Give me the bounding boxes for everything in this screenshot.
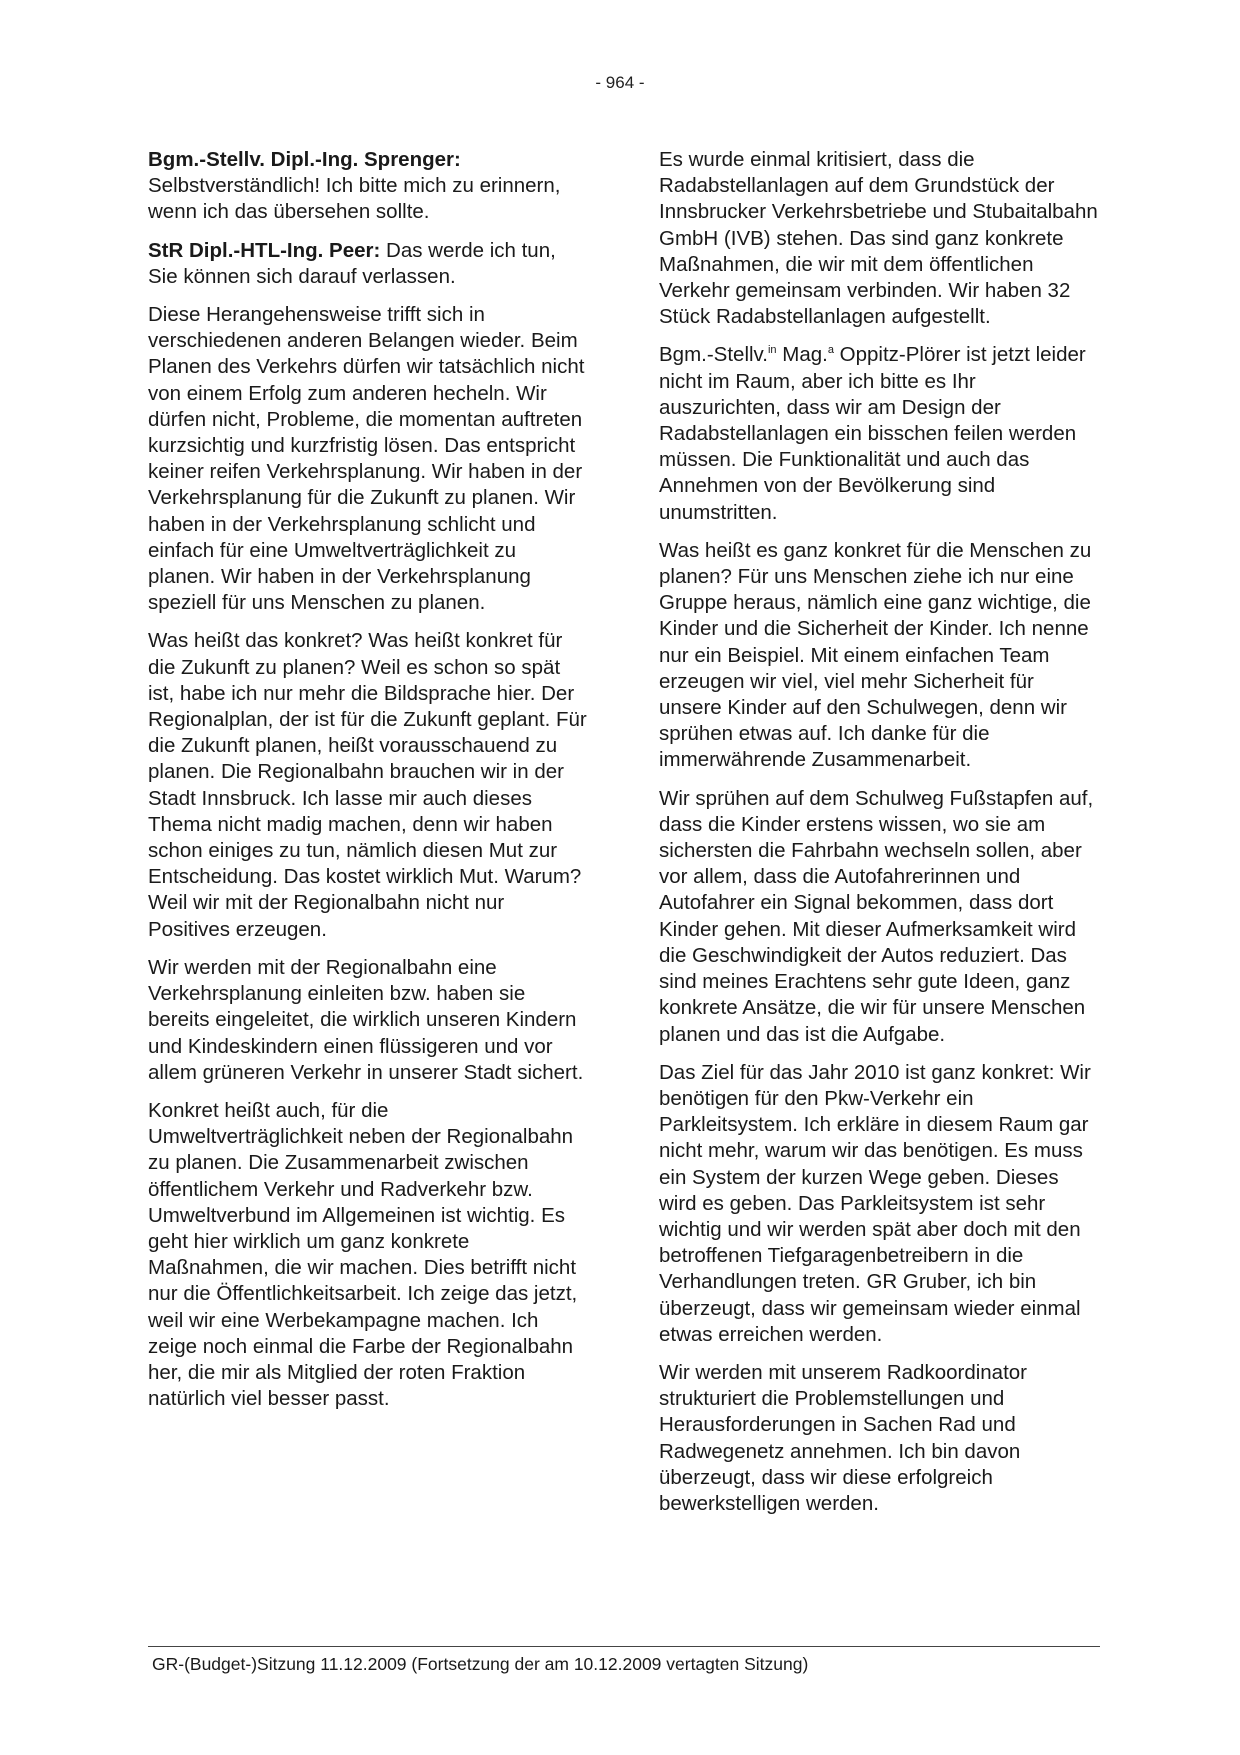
paragraph: Wir sprühen auf dem Schulweg Fußstapfen auf, dass die Kinder erstens wissen, wo sie am sichersten die Fahrbahn wechseln sollen, aber vor allem, dass die Autofahrerinnen und Autofahrer ein Signal bekommen, dass dort Kinder gehen. Mit dieser Aufmerksamkeit wird die Geschwindigkeit der Autos reduziert. Das sind meines Erachtens sehr gute Ideen, ganz konkrete Ansätze, die wir für unsere Menschen planen und das ist die Aufgabe. — [659, 786, 1094, 1046]
paragraph: Konkret heißt auch, für die Umweltverträglichkeit neben der Regionalbahn zu planen. Die Zusammenarbeit zwischen öffentlichem Verkehr und Radverkehr bzw. Umweltverbund im Allgemeinen ist wichtig. Es geht hier wirklich um ganz konkrete Maßnahmen, die wir machen. Dies betrifft nicht nur die Öffentlichkeitsarbeit. Ich zeige das jetzt, weil wir eine Werbekampagne machen. Ich zeige noch einmal die Farbe der Regionalbahn her, die mir als Mitglied der roten Fraktion natürlich viel besser passt. — [148, 1098, 578, 1411]
right-column — [659, 147, 1099, 1529]
superscript: in — [767, 344, 777, 357]
left-column — [148, 147, 588, 1424]
superscript: a — [827, 344, 834, 357]
speaker-name: Bgm.-Stellv. Dipl.-Ing. Sprenger: — [148, 148, 461, 171]
paragraph: Wir werden mit unserem Radkoordinator strukturiert die Problemstellungen und Herausforderungen in Sachen Rad und Radwegenetz annehmen. Ich bin davon überzeugt, dass wir diese erfolgreich bewerkstelligen werden. — [659, 1360, 1027, 1515]
paragraph — [659, 342, 1099, 525]
page-footer: GR-(Budget-)Sitzung 11.12.2009 (Fortsetzung der am 10.12.2009 vertagten Sitzung) — [152, 1654, 809, 1674]
paragraph — [148, 147, 588, 226]
speaker-name: StR Dipl.-HTL-Ing. Peer: — [148, 238, 381, 262]
page-number: - 964 - — [595, 73, 645, 92]
speaker-title: Mag. — [776, 343, 828, 367]
paragraph — [148, 238, 588, 290]
paragraph-text: Oppitz-Plörer ist jetzt leider nicht im Raum, aber ich bitte es Ihr auszurichten, dass wir am Design der Radabstellanlagen ein bisschen feilen werden müssen. Die Funktionalität und auch das Annehmen von der Bevölkerung sind unumstritten. — [659, 343, 1086, 524]
speaker-title: Bgm.-Stellv. — [659, 343, 768, 367]
paragraph: Was heißt das konkret? Was heißt konkret für die Zukunft zu planen? Weil es schon so spät ist, habe ich nur mehr die Bildsprache hier. Der Regionalplan, der ist für die Zukunft geplant. Für die Zukunft planen, heißt vorausschauend zu planen. Die Regionalbahn brauchen wir in der Stadt Innsbruck. Ich lasse mir auch dieses Thema nicht madig machen, denn wir haben schon einiges zu tun, nämlich diesen Mut zur Entscheidung. Das kostet wirklich Mut. Warum? Weil wir mit der Regionalbahn nicht nur Positives erzeugen. — [148, 629, 587, 941]
footer-divider — [148, 1646, 1100, 1647]
paragraph: Das Ziel für das Jahr 2010 ist ganz konkret: Wir benötigen für den Pkw-Verkehr ein Parkleitsystem. Ich erkläre in diesem Raum gar nicht mehr, warum wir das benötigen. Es muss ein System der kurzen Wege geben. Dieses wird es geben. Das Parkleitsystem ist sehr wichtig und wir werden spät aber doch mit den betroffenen Tiefgaragenbetreibern in die Verhandlungen treten. GR Gruber, ich bin überzeugt, dass wir gemeinsam wieder einmal etwas erreichen werden. — [659, 1060, 1091, 1346]
paragraph: Diese Herangehensweise trifft sich in verschiedenen anderen Belangen wieder. Beim Planen des Verkehrs dürfen wir tatsächlich nicht von einem Erfolg zum anderen hecheln. Wir dürfen nicht, Probleme, die momentan auftreten kurzsichtig und kurzfristig lösen. Das entspricht keiner reifen Verkehrsplanung. Wir haben in der Verkehrsplanung für die Zukunft zu planen. Wir haben in der Verkehrsplanung schlicht und einfach für eine Umweltverträglichkeit zu planen. Wir haben in der Verkehrsplanung speziell für uns Menschen zu planen. — [148, 303, 585, 615]
paragraph: Wir werden mit der Regionalbahn eine Verkehrsplanung einleiten bzw. haben sie bereits eingeleitet, die wirklich unseren Kindern und Kindeskindern einen flüssigeren und vor allem grüneren Verkehr in unserer Stadt sichert. — [148, 955, 584, 1084]
paragraph-text: Das werde ich tun, Sie können sich darauf verlassen. — [148, 238, 556, 288]
paragraph: Was heißt es ganz konkret für die Menschen zu planen? Für uns Menschen ziehe ich nur eine Gruppe heraus, nämlich eine ganz wichtige, die Kinder und die Sicherheit der Kinder. Ich nenne nur ein Beispiel. Mit einem einfachen Team erzeugen wir viel, viel mehr Sicherheit für unsere Kinder auf den Schulwegen, denn wir sprühen etwas auf. Ich danke für die immerwährende Zusammenarbeit. — [659, 538, 1092, 772]
paragraph-text: Selbstverständlich! Ich bitte mich zu erinnern, wenn ich das übersehen sollte. — [148, 174, 561, 224]
paragraph: Es wurde einmal kritisiert, dass die Radabstellanlagen auf dem Grundstück der Innsbrucker Verkehrsbetriebe und Stubaitalbahn GmbH (IVB) stehen. Das sind ganz konkrete Maßnahmen, die wir mit dem öffentlichen Verkehr gemeinsam verbinden. Wir haben 32 Stück Radabstellanlagen aufgestellt. — [659, 148, 1098, 329]
